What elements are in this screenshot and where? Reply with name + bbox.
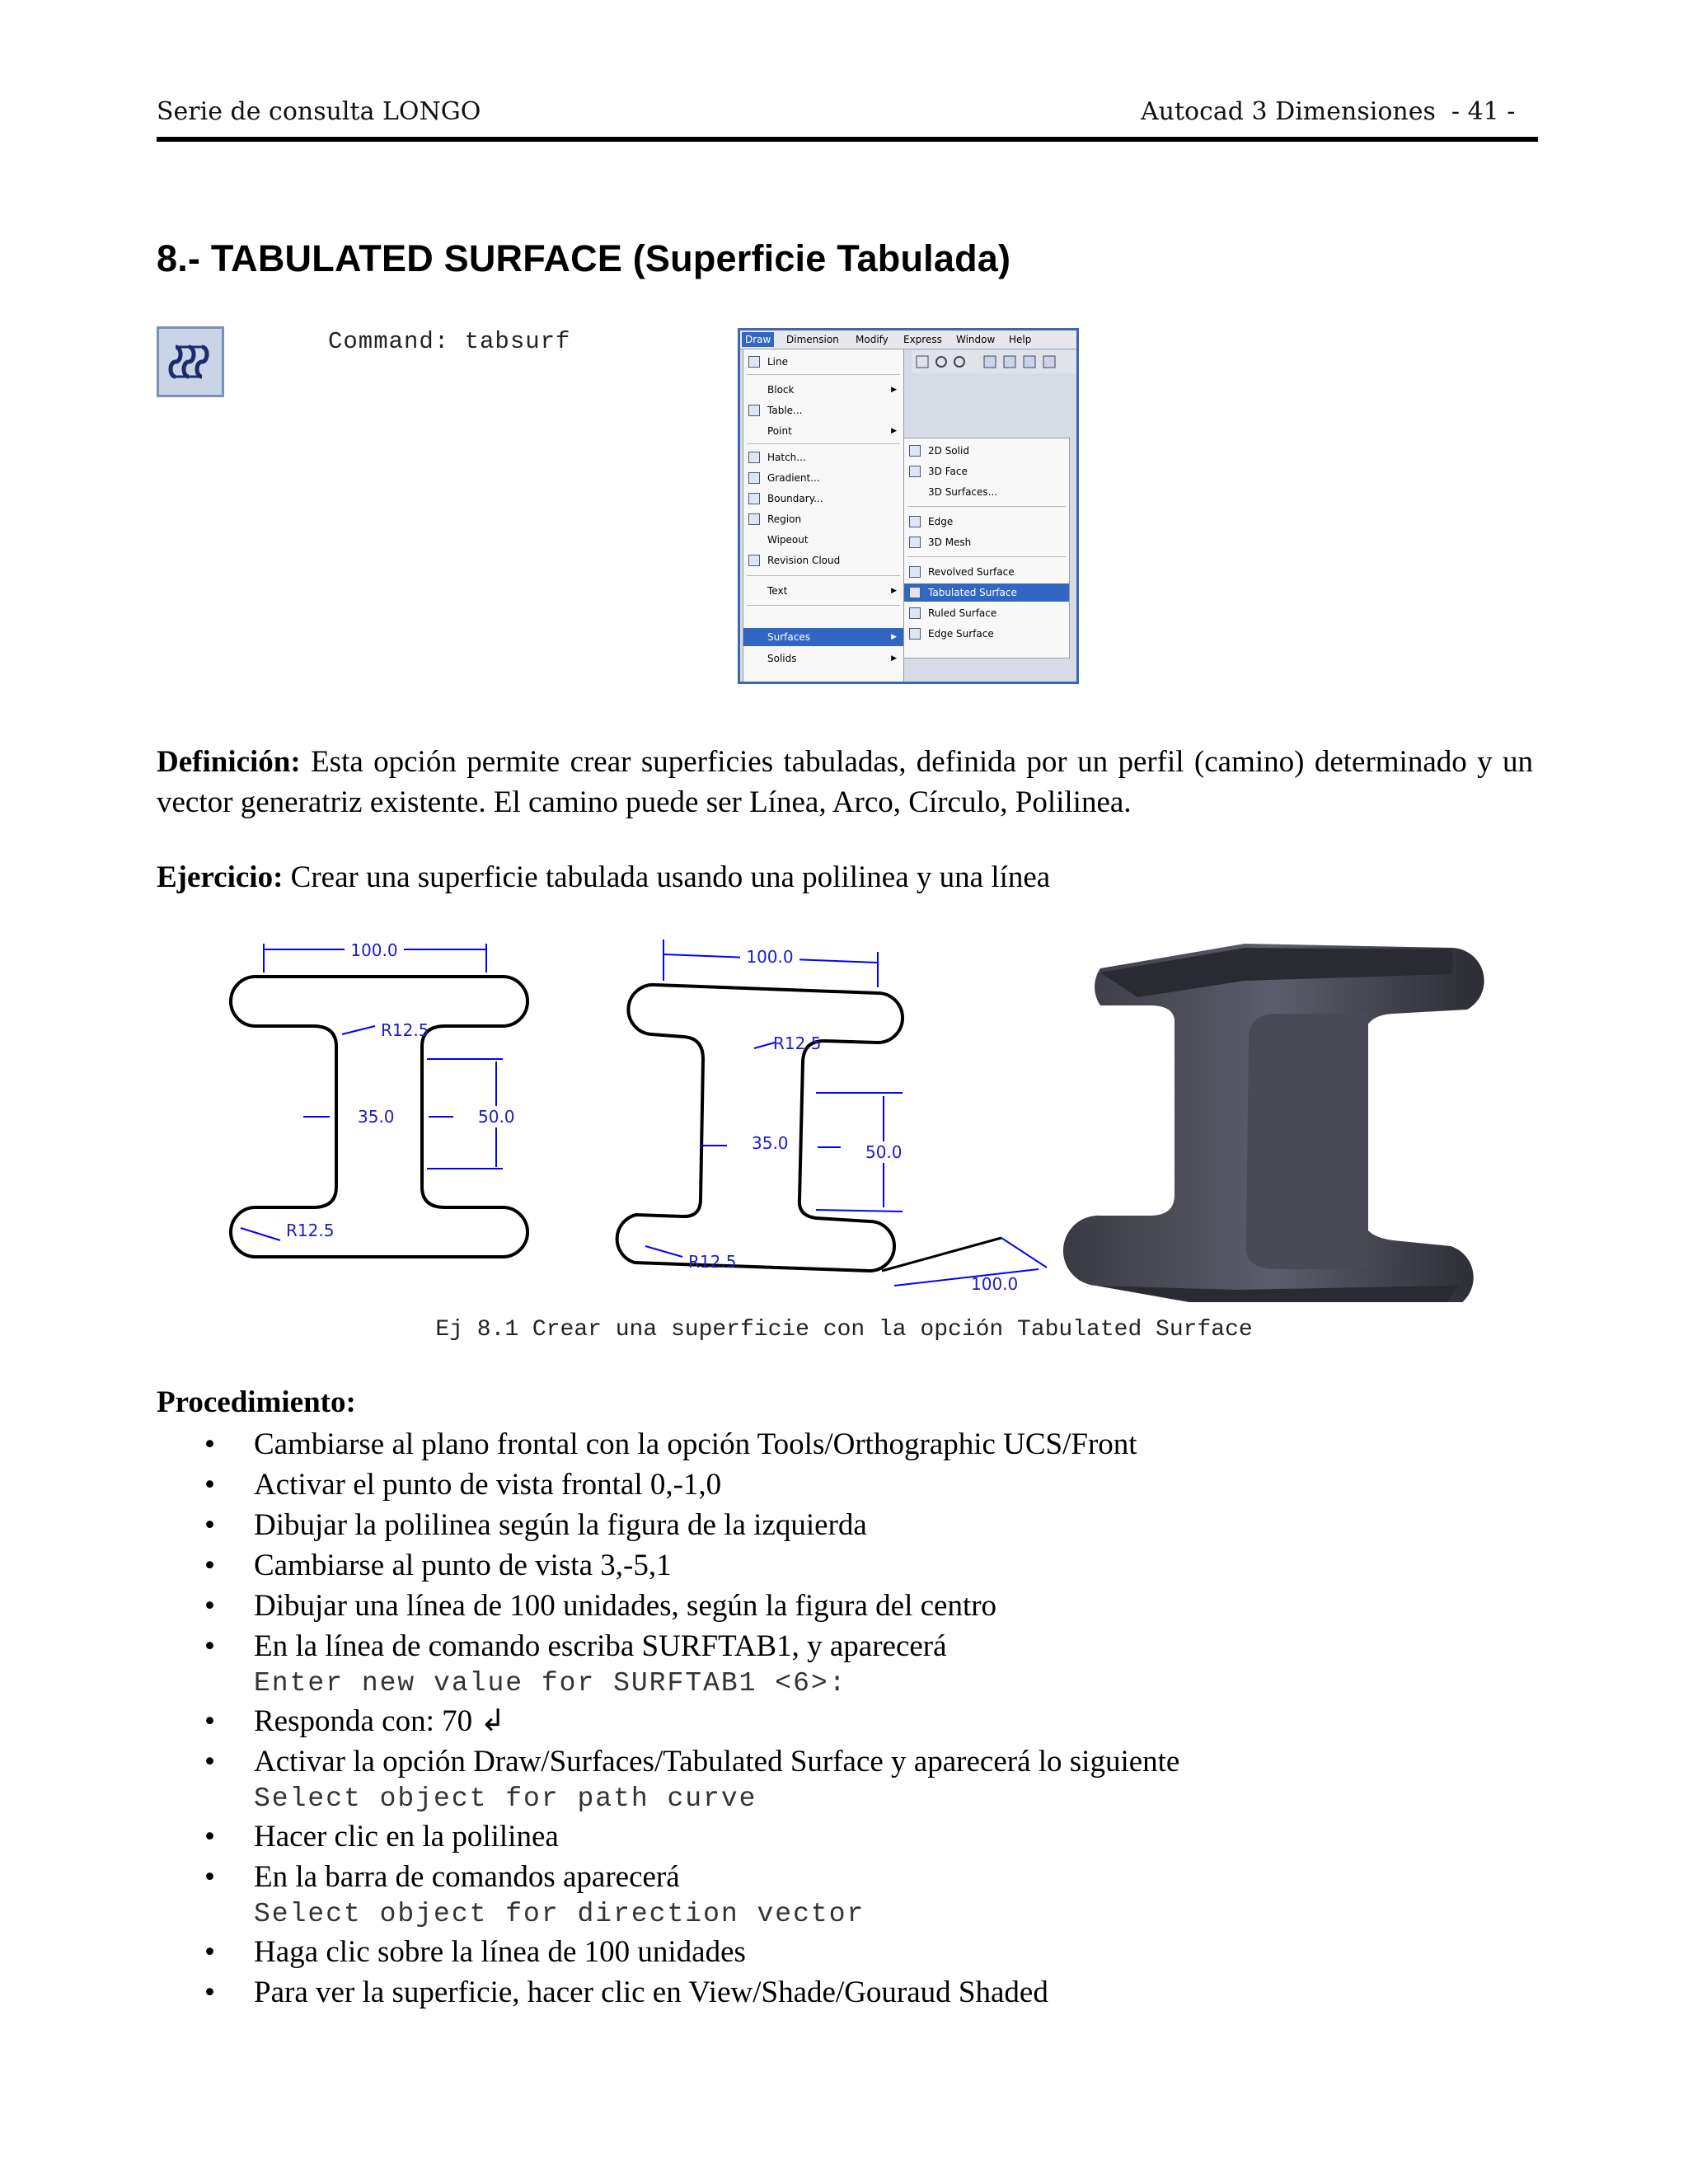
menu-window[interactable]: Window	[956, 334, 996, 345]
edge-surface-icon	[909, 628, 921, 640]
draw-menu-item-text[interactable]: Text ▶	[743, 582, 903, 600]
menu-express[interactable]: Express	[903, 334, 942, 345]
surfaces-item-ruled-surface[interactable]: Ruled Surface	[904, 604, 1069, 622]
menu-modify[interactable]: Modify	[856, 334, 889, 345]
draw-menu-item-solids[interactable]: Solids ▶	[743, 649, 903, 668]
procedure-title: Procedimiento:	[157, 1385, 356, 1419]
definition-label: Definición:	[157, 745, 301, 779]
procedure-step: • Responda con: 70 ↲	[157, 1701, 1517, 1741]
3d-mesh-icon	[909, 537, 921, 548]
bullet-icon: •	[204, 1860, 215, 1894]
procedure-step: • En la barra de comandos aparecerá Select object for direction vector	[157, 1857, 1517, 1932]
draw-menu-item-gradient[interactable]: Gradient...	[743, 469, 903, 487]
arrow-right-icon: ▶	[891, 654, 897, 663]
bullet-icon: •	[204, 1427, 215, 1461]
center-web-dim: 35.0	[752, 1133, 789, 1153]
procedure-step: • Dibujar la polilinea según la figura de la izquierda	[157, 1505, 1517, 1545]
surfaces-submenu	[903, 438, 1070, 658]
draw-menu-item-wipeout[interactable]: Wipeout	[767, 534, 809, 546]
header-right: Autocad 3 Dimensiones - 41 -	[1141, 97, 1516, 126]
exercise-label: Ejercicio:	[157, 860, 284, 894]
center-radius-top: R12.5	[773, 1033, 822, 1053]
menu-bar	[740, 330, 1076, 349]
procedure-step: • Cambiarse al plano frontal con la opción Tools/Orthographic UCS/Front	[157, 1424, 1517, 1465]
left-radius-top: R12.5	[381, 1020, 429, 1040]
gradient-icon	[748, 472, 760, 484]
exercise-figure	[206, 923, 1607, 1302]
hatch-icon	[748, 452, 760, 463]
draw-menu-item-point[interactable]: Point ▶	[743, 422, 903, 440]
bullet-icon: •	[204, 1935, 215, 1969]
center-height-dim: 50.0	[865, 1142, 903, 1162]
command-prompt: Select object for path curve	[254, 1783, 757, 1814]
2d-solid-icon	[909, 445, 921, 457]
shaded-tabulated-surface	[1063, 944, 1484, 1302]
surfaces-item-edge[interactable]: Edge	[904, 513, 1069, 531]
procedure-step: • Activar la opción Draw/Surfaces/Tabulated Surface y aparecerá lo siguiente Select object for path curve	[157, 1741, 1517, 1816]
edge-icon	[909, 516, 921, 527]
command-prompt: Enter new value for SURFTAB1 <6>:	[254, 1668, 847, 1699]
arrow-right-icon: ▶	[891, 386, 897, 394]
surfaces-item-3d-surfaces[interactable]: 3D Surfaces...	[928, 486, 998, 498]
draw-menu-item-revision-cloud[interactable]: Revision Cloud	[743, 551, 903, 569]
procedure-step: • Haga clic sobre la línea de 100 unidades	[157, 1932, 1517, 1972]
bullet-icon: •	[204, 1820, 215, 1854]
menu-draw[interactable]: Draw	[742, 332, 774, 347]
bullet-icon: •	[204, 1468, 215, 1502]
command-prompt: Select object for direction vector	[254, 1899, 865, 1929]
arrow-right-icon: ▶	[891, 427, 897, 435]
surfaces-item-revolved-surface[interactable]: Revolved Surface	[904, 563, 1069, 581]
definition-text: Esta opción permite crear superficies tabuladas, definida por un perfil (camino) determinado y un vector generatriz existente. El camino puede ser Línea, Arco, Círculo, Polilinea.	[157, 745, 1533, 819]
left-radius-bottom: R12.5	[286, 1221, 335, 1240]
left-i-profile	[231, 938, 528, 1257]
boundary-icon	[748, 493, 760, 504]
tabulated-surface-icon	[909, 587, 921, 598]
surfaces-item-3d-mesh[interactable]: 3D Mesh	[904, 533, 1069, 551]
bullet-icon: •	[204, 1704, 215, 1738]
section-title: 8.- TABULATED SURFACE (Superficie Tabulada)	[157, 237, 1011, 279]
region-icon	[748, 513, 760, 525]
procedure-step: • En la línea de comando escriba SURFTAB1, y aparecerá Enter new value for SURFTAB1 <6>:	[157, 1626, 1517, 1701]
draw-menu-item-hatch[interactable]: Hatch...	[743, 448, 903, 466]
exercise-paragraph	[157, 857, 1533, 898]
left-web-dim: 35.0	[358, 1107, 395, 1127]
bullet-icon: •	[204, 1975, 215, 2009]
draw-menu-item-line[interactable]: Line	[743, 353, 903, 371]
procedure-step: • Para ver la superficie, hacer clic en View/Shade/Gouraud Shaded	[157, 1972, 1517, 2013]
line-icon	[748, 356, 760, 368]
bullet-icon: •	[204, 1549, 215, 1582]
surfaces-item-tabulated-surface[interactable]: Tabulated Surface	[904, 583, 1069, 602]
bullet-icon: •	[204, 1589, 215, 1623]
draw-menu-item-table[interactable]: Table...	[743, 401, 903, 419]
left-height-dim: 50.0	[478, 1107, 515, 1127]
draw-menu-item-surfaces[interactable]: Surfaces ▶	[743, 628, 903, 646]
center-vector-dim: 100.0	[971, 1274, 1019, 1294]
revision-cloud-icon	[748, 555, 760, 566]
command-text: Command: tabsurf	[328, 328, 571, 355]
procedure-list	[157, 1424, 1517, 2013]
arrow-right-icon: ▶	[891, 633, 897, 641]
autocad-menu-screenshot	[738, 328, 1079, 684]
procedure-step: • Dibujar una línea de 100 unidades, según la figura del centro	[157, 1586, 1517, 1626]
draw-menu-item-region[interactable]: Region	[743, 510, 903, 528]
procedure-step: • Cambiarse al punto de vista 3,-5,1	[157, 1545, 1517, 1586]
toolbar-strip	[912, 350, 1076, 373]
procedure-step: • Hacer clic en la polilinea	[157, 1816, 1517, 1857]
procedure-step: • Activar el punto de vista frontal 0,-1,0	[157, 1465, 1517, 1505]
table-icon	[748, 405, 760, 416]
draw-menu-item-boundary[interactable]: Boundary...	[743, 490, 903, 508]
bullet-icon: •	[204, 1508, 215, 1542]
center-width-dim: 100.0	[746, 947, 794, 967]
ruled-surface-icon	[909, 607, 921, 619]
3d-face-icon	[909, 466, 921, 477]
center-radius-bottom: R12.5	[688, 1252, 737, 1272]
bullet-icon: •	[204, 1745, 215, 1779]
header-rule	[157, 137, 1538, 142]
surfaces-item-edge-surface[interactable]: Edge Surface	[904, 625, 1069, 643]
definition-paragraph	[157, 742, 1533, 823]
figure-caption: Ej 8.1 Crear una superficie con la opción Tabulated Surface	[435, 1317, 1253, 1343]
center-i-profile	[617, 940, 1047, 1294]
draw-menu-item-block[interactable]: Block ▶	[743, 381, 903, 399]
revolved-surface-icon	[909, 566, 921, 578]
header-left: Serie de consulta LONGO	[157, 97, 481, 126]
tabulated-surface-icon	[157, 326, 224, 397]
surfaces-item-3d-face[interactable]: 3D Face	[904, 462, 1069, 480]
menu-help[interactable]: Help	[1009, 334, 1032, 345]
bullet-icon: •	[204, 1629, 215, 1663]
exercise-text: Crear una superficie tabulada usando una polilinea y una línea	[283, 860, 1051, 894]
menu-dimension[interactable]: Dimension	[786, 334, 839, 345]
surfaces-item-2d-solid[interactable]: 2D Solid	[904, 442, 1069, 460]
draw-menu	[743, 349, 904, 682]
arrow-right-icon: ▶	[891, 587, 897, 595]
left-width-dim: 100.0	[350, 940, 398, 960]
